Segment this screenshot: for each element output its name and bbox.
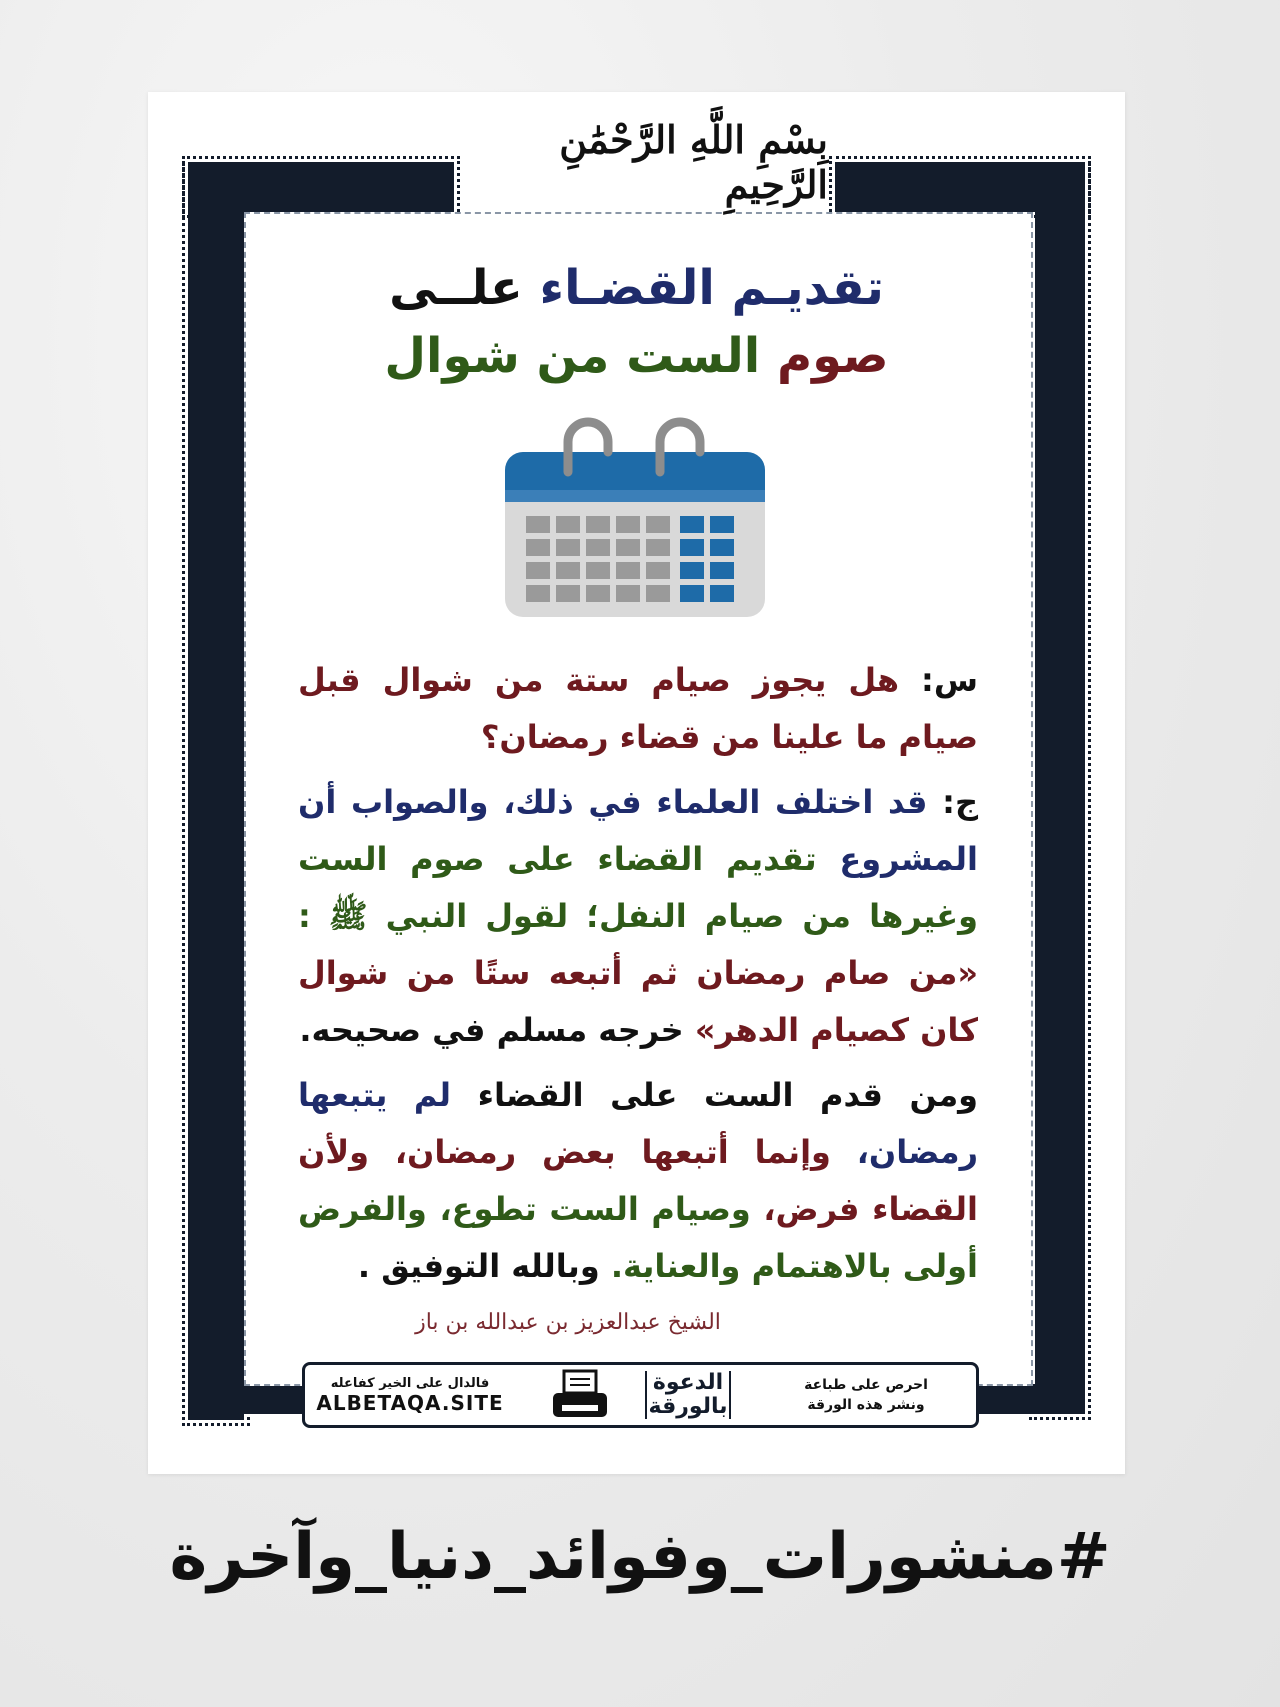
para2-part-4: وصيام الست تطوع، والفرض أولى بالاهتمام والعناية. [298, 1190, 978, 1285]
title-part-sawm: صوم [776, 328, 889, 384]
footer-site-link[interactable]: ALBETAQA.SITE [316, 1390, 504, 1415]
footer-saying: فالدال على الخير كفاعله [330, 1375, 490, 1391]
flyer-card [148, 92, 1125, 1474]
para2-part-1: ومن قدم الست على القضاء [477, 1076, 979, 1114]
title-part-qada: تقديـم القضـاء [539, 260, 884, 316]
question-paragraph [298, 652, 978, 766]
signature: الشيخ عبدالعزيز بن عبدالله بن باز [415, 1310, 721, 1335]
title-line-2 [148, 328, 1125, 384]
footer-bar [302, 1362, 979, 1428]
answer-paragraph [298, 774, 978, 1059]
frame-top-right-bar [835, 162, 1085, 212]
title-part-sitt: الست من شوال [384, 328, 761, 384]
hadith-source: خرجه مسلم في صحيحه. [299, 1011, 684, 1049]
hashtag-text: #منشورات_وفوائد_دنيا_وآخرة [169, 1520, 1111, 1594]
calendar-icon [500, 412, 770, 620]
answer-part-2: تقديم القضاء على صوم الست وغيرها من صيام النفل؛ لقول النبي ﷺ : [298, 840, 978, 935]
title-part-ala: علــى [389, 260, 523, 316]
second-paragraph [298, 1067, 978, 1295]
printer-icon [540, 1369, 620, 1421]
dawah-logo: الدعوة بالورقة [645, 1371, 731, 1419]
footer-site-block [305, 1376, 515, 1415]
frame-top-left-bar [188, 162, 454, 212]
question-prefix: س: [921, 661, 978, 699]
answer-part-1: قد اختلف العلماء في ذلك، والصواب أن المشروع [298, 783, 979, 878]
basmala-calligraphy: بِسْمِ اللَّهِ الرَّحْمَٰنِ الرَّحِيمِ [559, 117, 828, 207]
question-text: هل يجوز صيام ستة من شوال قبل صيام ما علينا من قضاء رمضان؟ [298, 661, 978, 756]
answer-prefix: ج: [942, 783, 979, 821]
para2-part-5: وبالله التوفيق . [357, 1247, 600, 1285]
title-line-1 [148, 260, 1125, 316]
footer-print-note: احرص على طباعة ونشر هذه الورقة [804, 1377, 928, 1413]
body-text [298, 652, 978, 1303]
hadith-text: «من صام رمضان ثم أتبعه ستًا من شوال كان كصيام الدهر» [298, 954, 978, 1049]
para2-part-2: لم يتبعها رمضان، [298, 1076, 978, 1171]
para2-part-3: وإنما أتبعها بعض رمضان، ولأن القضاء فرض، [298, 1133, 978, 1228]
